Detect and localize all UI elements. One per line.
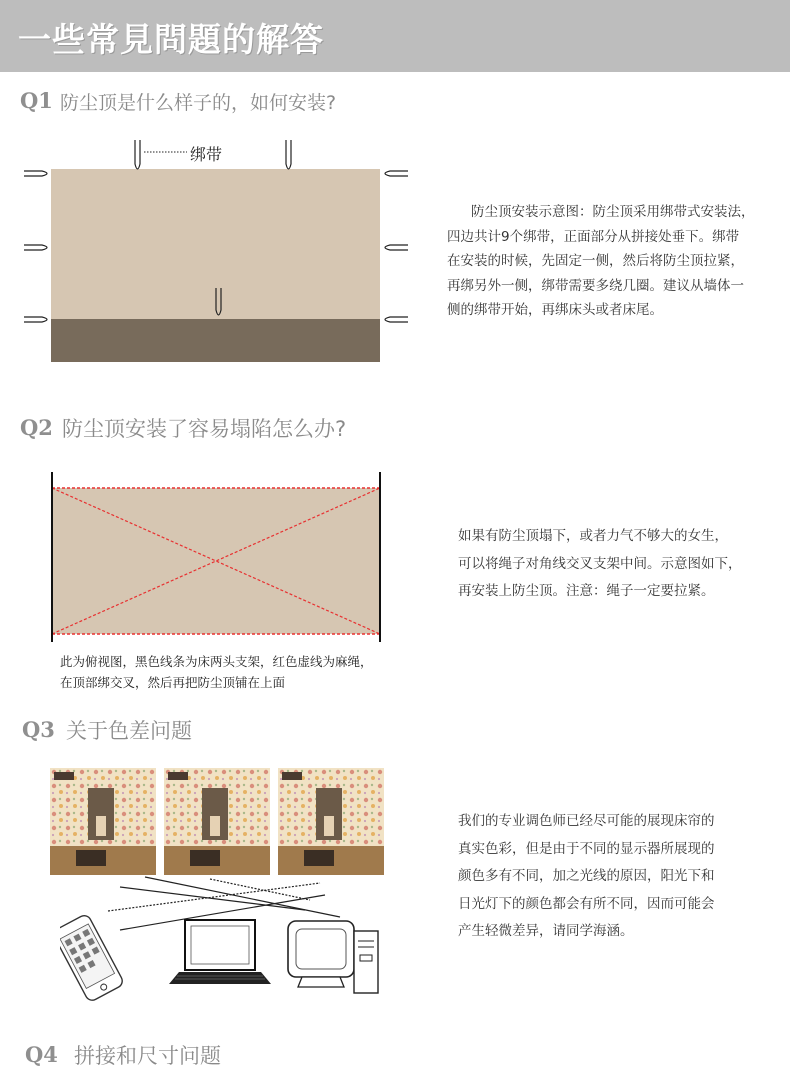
- q3-body-line: 我们的专业调色师已经尽可能的展现床帘的: [458, 813, 715, 829]
- q3-body-line: 产生轻微差异，请同学海涵。: [458, 923, 634, 939]
- q1-body-line: 再绑另外一侧，绑带需要多绕几圈。建议从墙体一: [447, 277, 744, 294]
- q2-body-line: 再安装上防尘顶。注意：绳子一定要拉紧。: [458, 583, 715, 599]
- q1-body-line: 四边共计9个绑带，正面部分从拼接处垂下。绑带: [447, 228, 740, 245]
- page-title: 一些常見問題的解答: [18, 20, 324, 59]
- q2-note-line: 在顶部绑交叉，然后再把防尘顶铺在上面: [60, 675, 286, 690]
- q1-installation-diagram: [0, 130, 430, 370]
- q1-body-line: 在安装的时候，先固定一侧，然后将防尘顶拉紧，: [447, 253, 744, 269]
- q1-label: Q1: [20, 88, 53, 113]
- q3-photo-strip: [50, 768, 386, 876]
- q3-body-line: 真实色彩，但是由于不同的显示器所展现的: [458, 840, 715, 857]
- photo-2: [164, 768, 270, 875]
- laptop-icon: [169, 920, 271, 984]
- strap-label: 绑带: [190, 145, 223, 164]
- smartphone-icon: [60, 913, 125, 1002]
- q2-note-line: 此为俯视图，黑色线条为床两头支架，红色虚线为麻绳，: [60, 654, 373, 669]
- connector-line: [210, 879, 310, 900]
- q4-title: 拼接和尺寸问题: [74, 1044, 221, 1068]
- strap-top-left: [135, 140, 140, 169]
- strap-left-2: [24, 245, 47, 250]
- dust-cover-front-drop: [51, 319, 380, 362]
- q2-top-view-diagram: [40, 470, 400, 645]
- q1-title: 防尘顶是什么样子的，如何安装?: [60, 92, 337, 114]
- q3-body-line: 颜色多有不同，加之光线的原因，阳光下和: [458, 868, 715, 884]
- strap-left-1: [24, 171, 47, 176]
- q4-label: Q4: [25, 1042, 58, 1067]
- strap-top-right: [286, 140, 291, 169]
- q1-body-line: 防尘顶安装示意图：防尘顶采用绑带式安装法，: [471, 204, 755, 220]
- strap-right-3: [385, 317, 408, 322]
- q2-title: 防尘顶安装了容易塌陷怎么办?: [62, 417, 347, 441]
- photo-1: [50, 768, 156, 875]
- crt-monitor-icon: [288, 921, 378, 993]
- q3-title: 关于色差问题: [66, 719, 192, 743]
- q2-label: Q2: [20, 415, 53, 440]
- q1-body-line: 侧的绑带开始，再绑床头或者床尾。: [447, 302, 663, 318]
- q2-body-line: 可以将绳子对角线交叉支架中间。示意图如下，: [458, 555, 742, 572]
- strap-right-2: [385, 245, 408, 250]
- q2-body-line: 如果有防尘顶塌下，或者力气不够大的女生，: [458, 528, 728, 544]
- q3-label: Q3: [22, 717, 55, 742]
- q3-body: [458, 808, 715, 946]
- q1-body: [447, 200, 755, 323]
- q3-devices-diagram: [60, 875, 390, 1010]
- q2-diagram-note: [60, 651, 373, 693]
- q3-body-line: 日光灯下的颜色都会有所不同，因而可能会: [458, 895, 715, 912]
- photo-3: [278, 768, 384, 875]
- strap-left-3: [24, 317, 47, 322]
- strap-right-1: [385, 171, 408, 176]
- q2-body: [458, 523, 742, 606]
